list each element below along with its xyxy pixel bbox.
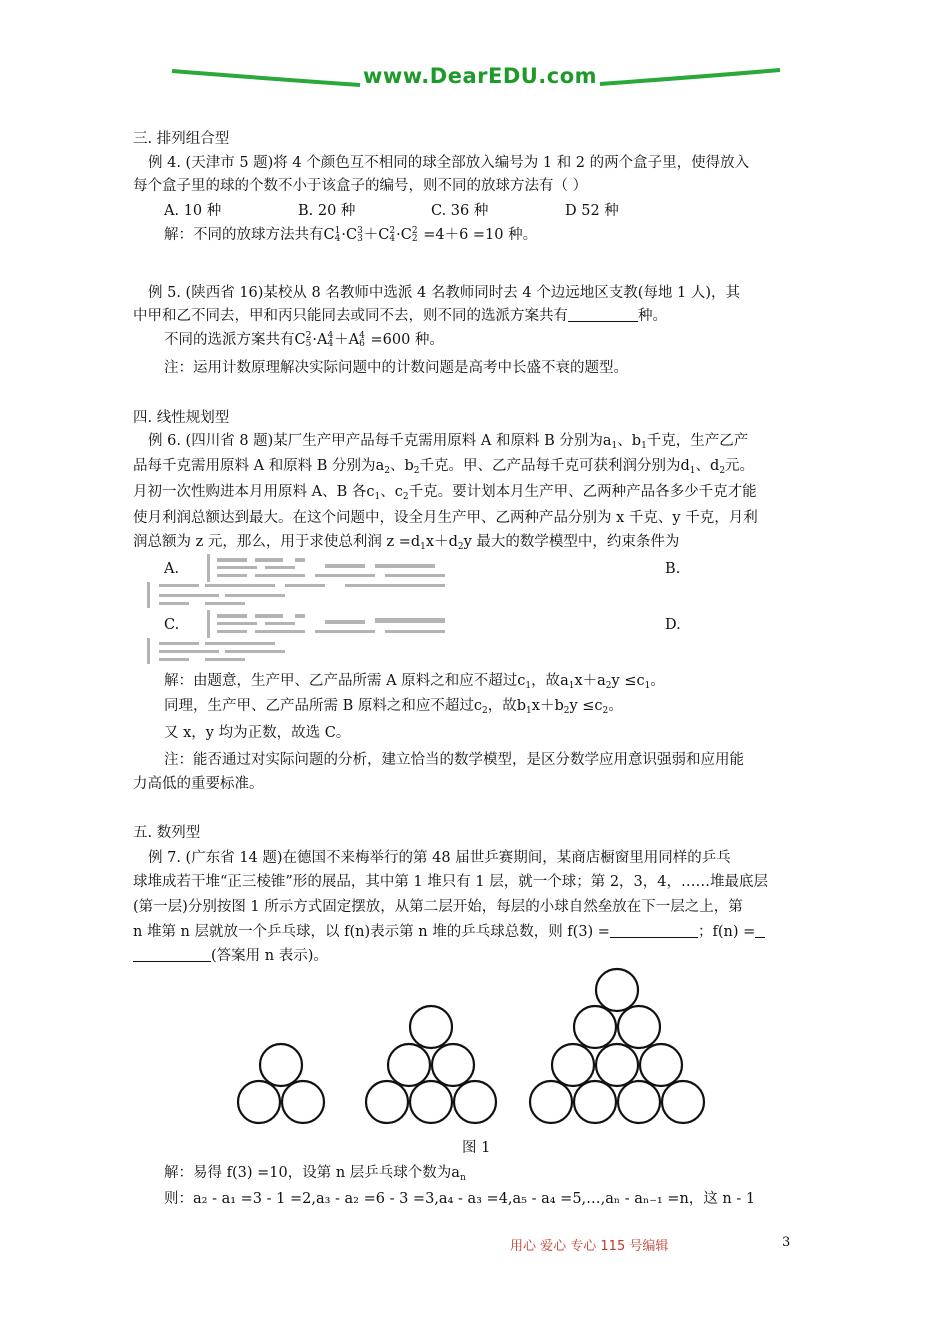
- ball: [618, 1006, 660, 1048]
- ball: [410, 1006, 452, 1048]
- example-text: 例 6. (四川省 8 题)某厂生产甲产品每千克需用原料 A 和原料 B 分别为$a_1$、$b_1$千克，生产乙产: [148, 433, 749, 451]
- example-text: 例 7. (广东省 14 题)在德国不来梅举行的第 48 届世乒赛期间，某商店橱窗里用同样的乒乓: [148, 850, 731, 866]
- example-text: (第一层)分别按图 1 所示方式固定摆放，从第二层开始，每层的小球自然垒放在下一层之上，第: [133, 899, 743, 915]
- example-text: 润总额为 z 元，那么，用于求使总利润 $z =d_1x+d_2y$ 最大的数学模型中，约束条件为: [133, 534, 680, 552]
- option-d: D 52 种: [565, 203, 619, 219]
- section-title: 五. 数列型: [133, 825, 201, 841]
- solution-line: 解：由题意，生产甲、乙产品所需 A 原料之和应不超过$c_1$，故$a_1x+a_2y \le c_1$。: [164, 673, 665, 691]
- solution-line: 同理，生产甲、乙产品所需 B 原料之和应不超过$c_2$，故$b_1x+b_2y \le c_2$。: [164, 698, 623, 716]
- ball: [432, 1044, 474, 1086]
- ball: [454, 1081, 496, 1123]
- note-text: 力高低的重要标准。: [133, 776, 264, 792]
- ball: [640, 1044, 682, 1086]
- example-text: 球堆成若干堆“正三棱锥”形的展品，其中第 1 堆只有 1 层，就一个球；第 2，3，4，……堆最底层: [133, 874, 768, 890]
- figure-caption: 图 1: [462, 1140, 491, 1156]
- site-logo[interactable]: www.DearEDU.com: [362, 64, 598, 88]
- solution-line: 解：易得 f(3) =10，设第 n 层乒乓球个数为$a_n$: [164, 1165, 466, 1183]
- ball: [238, 1081, 280, 1123]
- ball: [366, 1081, 408, 1123]
- note-text: 注：能否通过对实际问题的分析，建立恰当的数学模型，是区分数学应用意识强弱和应用能: [164, 752, 744, 768]
- example-text: n 堆第 n 层就放一个乒乓球，以 f(n)表示第 n 堆的乒乓球总数，则 f(3) = ；f(n) =: [133, 921, 765, 943]
- example-text: 每个盒子里的球的个数不小于该盒子的编号，则不同的放球方法有（ ）: [133, 178, 588, 194]
- section-title: 四. 线性规划型: [133, 410, 230, 426]
- option-c: C. 36 种: [431, 203, 489, 219]
- option-a: A.: [164, 561, 180, 577]
- example-text: 月初一次性购进本月用原料 A、B 各$c_1$、$c_2$千克。要计划本月生产甲、乙两种产品各多少千克才能: [133, 484, 757, 502]
- ball: [282, 1081, 324, 1123]
- footer-text: 用心 爱心 专心 115 号编辑: [510, 1239, 669, 1254]
- solution-line: 则：a₂ - a₁ =3 - 1 =2,a₃ - a₂ =6 - 3 =3,a₄ - a₃ =4,a₅ - a₄ =5,…,aₙ - aₙ₋₁ =n，这 n - 1: [164, 1191, 756, 1207]
- ball: [596, 1044, 638, 1086]
- header-banner: [170, 62, 780, 96]
- solution-line: 不同的选派方案共有C2 5·A4 4＋A4 6 =600 种。: [164, 331, 444, 349]
- option-c: C.: [164, 617, 180, 633]
- page-number: 3: [782, 1235, 791, 1250]
- ball: [410, 1081, 452, 1123]
- option-b: B. 20 种: [298, 203, 356, 219]
- option-d: D.: [665, 617, 681, 633]
- example-text: 使月利润总额达到最大。在这个问题中，设全月生产甲、乙两种产品分别为 x 千克、y 千克，月利: [133, 510, 758, 526]
- ball: [596, 969, 638, 1011]
- ball: [618, 1081, 660, 1123]
- ball: [260, 1044, 302, 1086]
- note-text: 注：运用计数原理解决实际问题中的计数问题是高考中长盛不衰的题型。: [164, 360, 628, 376]
- option-b: B.: [665, 561, 681, 577]
- ball: [662, 1081, 704, 1123]
- option-a: A. 10 种: [164, 203, 222, 219]
- ball: [552, 1044, 594, 1086]
- example-text: (答案用 n 表示)。: [133, 945, 328, 967]
- example-text: 品每千克需用原料 A 和原料 B 分别为$a_2$、$b_2$千克。甲、乙产品每千克可获利润分别为$d_1$、$d_2$元。: [133, 458, 755, 476]
- solution-line: 解：不同的放球方法共有C1 4·C3 3＋C2 4·C2 2 =4＋6 =10 种。: [164, 226, 538, 244]
- figure-1-ball-piles: [230, 570, 710, 1000]
- figure-1: [230, 955, 710, 1145]
- example-text: 例 5. (陕西省 16)某校从 8 名教师中选派 4 名教师同时去 4 个边远地区支教(每地 1 人)，其: [148, 285, 741, 301]
- section-title: 三. 排列组合型: [133, 131, 230, 147]
- ball: [574, 1006, 616, 1048]
- example-text: 中甲和乙不同去，甲和丙只能同去或同不去，则不同的选派方案共有 种。: [133, 308, 667, 324]
- ball: [574, 1081, 616, 1123]
- solution-line: 又 x，y 均为正数，故选 C。: [164, 725, 351, 741]
- example-text: 例 4. (天津市 5 题)将 4 个颜色互不相同的球全部放入编号为 1 和 2 的两个盒子里，使得放入: [148, 155, 750, 171]
- ball: [388, 1044, 430, 1086]
- ball: [530, 1081, 572, 1123]
